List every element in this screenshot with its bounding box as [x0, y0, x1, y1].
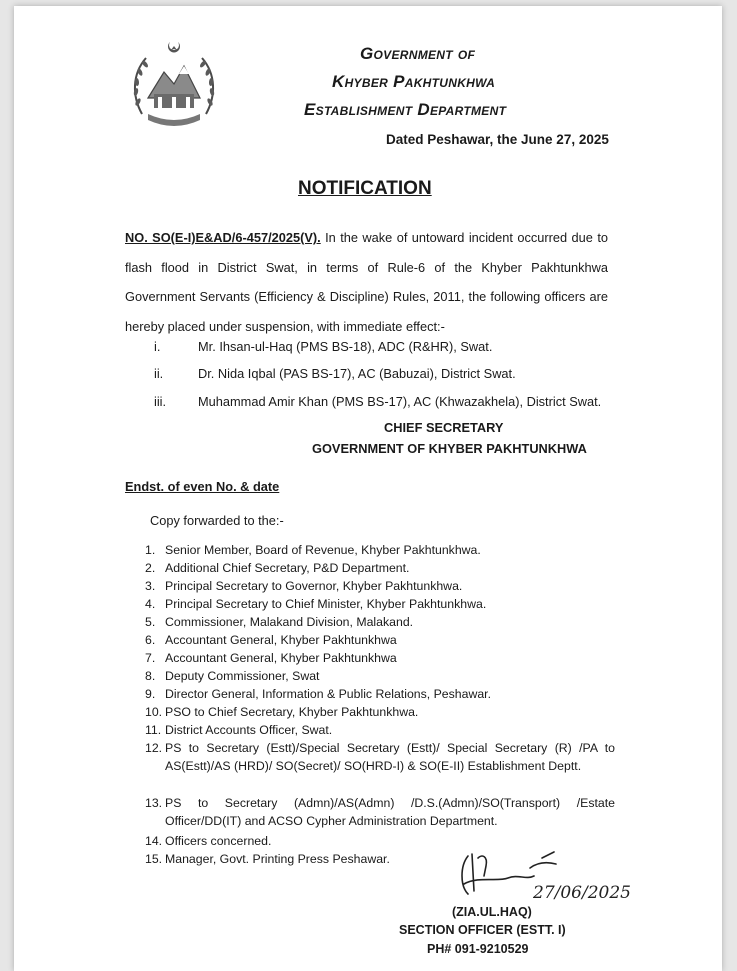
list-item-number: 10.: [145, 705, 163, 719]
list-item: [145, 668, 615, 686]
header-line-2: Khyber Pakhtunkhwa: [332, 72, 496, 91]
handwritten-signature-icon: [438, 836, 631, 906]
list-item-number: 14.: [145, 834, 163, 848]
officer-text: Mr. Ihsan-ul-Haq (PMS BS-18), ADC (R&HR), Swat.: [198, 339, 493, 354]
list-item-number: 2.: [145, 561, 156, 575]
list-item-number: 5.: [145, 615, 156, 629]
list-item-number: 4.: [145, 597, 156, 611]
officer-number: ii.: [154, 366, 164, 381]
list-item: [145, 614, 615, 632]
notification-body: [125, 223, 608, 341]
list-item-number: 12.: [145, 741, 163, 755]
chief-secretary-title: CHIEF SECRETARY: [384, 420, 504, 435]
section-officer-phone: PH# 091-9210529: [427, 942, 529, 956]
list-item-number: 11.: [145, 723, 162, 737]
list-item-number: 7.: [145, 651, 156, 665]
list-item: [145, 596, 615, 614]
list-item: [145, 795, 615, 830]
endorsement-heading: Endst. of even No. & date: [125, 479, 280, 494]
list-item: [145, 650, 615, 668]
list-item: [145, 632, 615, 650]
section-officer-designation: SECTION OFFICER (ESTT. I): [399, 923, 566, 937]
list-item: [145, 704, 615, 722]
list-item-number: 13.: [145, 796, 163, 810]
list-item-text: PS to Secretary (Admn)/AS(Admn) /D.S.(Admn)/SO(Transport) /Estate Officer/DD(IT) and ACSO Cypher Administration Department.: [165, 796, 615, 828]
notification-title: NOTIFICATION: [298, 178, 432, 199]
list-item-text: Manager, Govt. Printing Press Peshawar.: [165, 852, 390, 866]
list-item-number: 9.: [145, 687, 156, 701]
list-item-number: 6.: [145, 633, 156, 647]
list-item-number: 1.: [145, 543, 156, 557]
list-item-text: Senior Member, Board of Revenue, Khyber Pakhtunkhwa.: [165, 543, 481, 557]
copy-forwarded-line: Copy forwarded to the:-: [150, 513, 284, 528]
chief-secretary-govt: GOVERNMENT OF KHYBER PAKHTUNKHWA: [312, 441, 587, 456]
section-officer-name: (ZIA.UL.HAQ): [452, 905, 532, 919]
body-text: In the wake of untoward incident occurred due to flash flood in District Swat, in terms of Rule-6 of the Khyber Pakhtunkhwa Government Servants (Efficiency & Discipline) Rules, 2011, the following officers are hereby placed under suspension, with immediate effect:-: [125, 230, 608, 334]
government-emblem-icon: [124, 36, 224, 136]
reference-number: NO. SO(E-I)E&AD/6-457/2025(V).: [125, 230, 321, 245]
list-item-text: Officers concerned.: [165, 834, 272, 848]
list-item-text: Accountant General, Khyber Pakhtunkhwa: [165, 651, 397, 665]
list-item-text: Deputy Commissioner, Swat: [165, 669, 320, 683]
list-item-number: 8.: [145, 669, 156, 683]
officer-text: Dr. Nida Iqbal (PAS BS-17), AC (Babuzai), District Swat.: [198, 366, 516, 381]
list-item: [145, 722, 615, 740]
list-item-text: Principal Secretary to Chief Minister, Khyber Pakhtunkhwa.: [165, 597, 487, 611]
list-item-text: Commissioner, Malakand Division, Malakand.: [165, 615, 414, 629]
dated-line: Dated Peshawar, the June 27, 2025: [386, 132, 609, 147]
list-item-text: Additional Chief Secretary, P&D Department.: [165, 561, 410, 575]
list-item-text: Director General, Information & Public Relations, Peshawar.: [165, 687, 492, 701]
list-item-text: Principal Secretary to Governor, Khyber Pakhtunkhwa.: [165, 579, 463, 593]
list-item-number: 15.: [145, 852, 163, 866]
list-item: [145, 578, 615, 596]
list-item-number: 3.: [145, 579, 156, 593]
list-item: [145, 560, 615, 578]
header-line-3: Establishment Department: [304, 100, 507, 119]
list-item-text: District Accounts Officer, Swat.: [165, 723, 333, 737]
list-item: [145, 686, 615, 704]
handwritten-date: 27/06/2025: [533, 883, 631, 903]
list-item-text: PSO to Chief Secretary, Khyber Pakhtunkhwa.: [165, 705, 419, 719]
officer-number: i.: [154, 339, 161, 354]
officer-text: Muhammad Amir Khan (PMS BS-17), AC (Khwazakhela), District Swat.: [198, 394, 602, 409]
header-line-1: Government of: [360, 44, 476, 63]
list-item: [145, 542, 615, 560]
document-page: [14, 6, 722, 971]
list-item-text: Accountant General, Khyber Pakhtunkhwa: [165, 633, 397, 647]
list-item-text: PS to Secretary (Estt)/Special Secretary (Estt)/ Special Secretary (R) /PA to AS(Estt)/AS (HRD)/ SO(Secret)/ SO(HRD-I) & SO(E-II) Establishment Deptt.: [165, 741, 615, 773]
list-item: [145, 740, 615, 775]
officer-number: iii.: [154, 394, 167, 409]
